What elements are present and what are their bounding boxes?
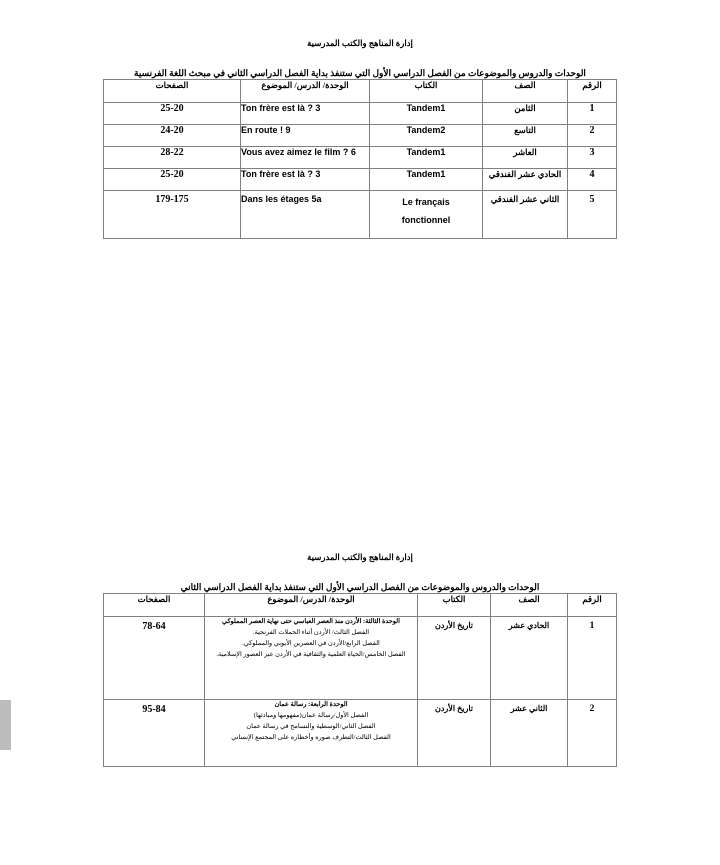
section-history: [0, 552, 720, 767]
cell-pages: 25-20: [104, 169, 241, 191]
cell-number: 1: [568, 103, 617, 125]
cell-grade: الحادي عشر: [491, 617, 568, 700]
cell-book: Tandem1: [370, 169, 483, 191]
topic-content: [205, 700, 417, 743]
cell-pages: 24-20: [104, 125, 241, 147]
cell-number: 3: [568, 147, 617, 169]
curriculum-table-french: [103, 79, 617, 239]
lesson-item: الفصل الثاني/الوسطية والتسامح في رسالة عمان: [246, 722, 376, 730]
cell-grade: الحادي عشر الفندقي: [483, 169, 568, 191]
column-header-number: الرقم: [568, 594, 617, 617]
column-header-topic: الوحدة/ الدرس/ الموضوع: [205, 594, 418, 617]
cell-number: 1: [568, 617, 617, 700]
cell-book: تاريخ الأردن: [418, 700, 491, 767]
unit-title: الوحدة الرابعة: رسالة عمان: [274, 701, 348, 709]
lesson-item: الفصل الثالث/ الأردن أثناء الحملات الفرنجية.: [252, 629, 370, 637]
cell-pages: 179-175: [104, 191, 241, 239]
cell-book: Tandem2: [370, 125, 483, 147]
table-header-row: [104, 594, 617, 617]
cell-grade: الثاني عشر الفندقي: [483, 191, 568, 239]
cell-topic: Vous avez aimez le film ? 6: [241, 147, 370, 169]
cell-pages: 95-84: [104, 700, 205, 767]
page-title-1: إدارة المناهج والكتب المدرسية: [307, 38, 413, 48]
cell-number: 2: [568, 700, 617, 767]
column-header-book: الكتاب: [418, 594, 491, 617]
table-header-row: [104, 80, 617, 103]
table-row: [104, 191, 617, 239]
topic-content: [205, 617, 417, 660]
table-row: [104, 125, 617, 147]
cell-number: 4: [568, 169, 617, 191]
cell-book: تاريخ الأردن: [418, 617, 491, 700]
table-row: [104, 617, 617, 700]
cell-grade: العاشر: [483, 147, 568, 169]
page-subtitle-2: الوحدات والدروس والموضوعات من الفصل الدراسي الأول التي ستنفذ بداية الفصل الدراسي الثاني: [180, 581, 540, 592]
column-header-pages: الصفحات: [104, 594, 205, 617]
lesson-item: الفصل الخامس/الحياة العلمية والثقافية في الأردن عبر العصور الإسلامية.: [216, 650, 406, 658]
cell-topic: Ton frère est là ? 3: [241, 103, 370, 125]
section-french: [0, 38, 720, 239]
cell-grade: التاسع: [483, 125, 568, 147]
cell-number: 5: [568, 191, 617, 239]
table-row: [104, 103, 617, 125]
column-header-pages: الصفحات: [104, 80, 241, 103]
table-row: [104, 700, 617, 767]
cell-number: 2: [568, 125, 617, 147]
lesson-item: الفصل الرابع/الأردن في العصرين الأيوبي والمملوكي.: [242, 639, 380, 647]
cell-book: Tandem1: [370, 147, 483, 169]
cell-pages: 28-22: [104, 147, 241, 169]
cell-topic: Dans les étages 5a: [241, 191, 370, 239]
lesson-item: الفصل الأول/رسالة عمان(مفهومها ومبادئها): [253, 712, 369, 720]
book-line-1: Le français: [402, 197, 450, 208]
unit-title: الوحدة الثالثة: الأردن منذ العصر العباسي حتى نهاية العصر المملوكي: [222, 618, 400, 626]
cell-topic: [205, 617, 418, 700]
cell-pages: 25-20: [104, 103, 241, 125]
book-line-2: fonctionnel: [401, 214, 451, 225]
cell-book: Tandem1: [370, 103, 483, 125]
column-header-grade: الصف: [491, 594, 568, 617]
lesson-item: الفصل الثالث/التطرف صوره وأخطاره على المجتمع الإنساني: [231, 733, 391, 741]
cell-book: [370, 191, 483, 239]
column-header-topic: الوحدة/ الدرس/ الموضوع: [241, 80, 370, 103]
column-header-book: الكتاب: [370, 80, 483, 103]
cell-topic: [205, 700, 418, 767]
cell-pages: 78-64: [104, 617, 205, 700]
column-header-grade: الصف: [483, 80, 568, 103]
table-row: [104, 147, 617, 169]
cell-topic: En route ! 9: [241, 125, 370, 147]
curriculum-table-history: [103, 593, 617, 767]
cell-grade: الثامن: [483, 103, 568, 125]
cell-topic: Ton frère est là ? 3: [241, 169, 370, 191]
page-title-2: إدارة المناهج والكتب المدرسية: [307, 552, 413, 562]
column-header-number: الرقم: [568, 80, 617, 103]
table-row: [104, 169, 617, 191]
cell-grade: الثاني عشر: [491, 700, 568, 767]
page-subtitle-1: الوحدات والدروس والموضوعات من الفصل الدراسي الأول التي ستنفذ بداية الفصل الدراسي الثاني في مبحث اللغة الفرنسية: [134, 67, 586, 78]
